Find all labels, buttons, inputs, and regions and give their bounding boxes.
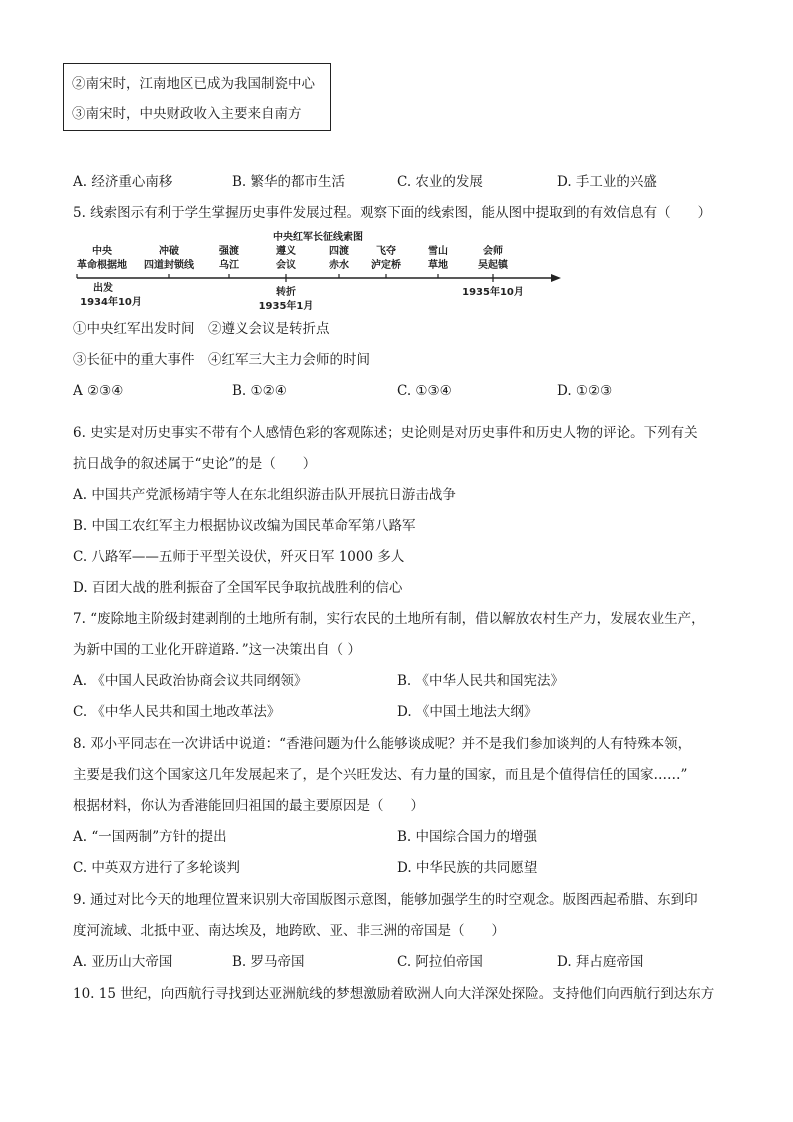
timeline-event-8 [478, 244, 509, 271]
q9-option-b[interactable]: B. 罗马帝国 [232, 954, 305, 970]
q6-option-b[interactable]: B. 中国工农红军主力根据协议改编为国民革命军第八路军 [73, 518, 416, 534]
q4-option-b[interactable]: B. 繁华的都市生活 [232, 174, 346, 190]
timeline-event-1 [77, 244, 127, 271]
q8-stem-line-2: 主要是我们这个国家这几年发展起来了，是个兴旺发达、有力量的国家，而且是个值得信任的国家……” [73, 767, 688, 783]
svg-text:会议: 会议 [276, 260, 296, 271]
svg-text:草地: 草地 [428, 260, 448, 271]
svg-text:赤水: 赤水 [329, 260, 349, 271]
q6-option-a[interactable]: A. 中国共产党派杨靖宇等人在东北组织游击队开展抗日游击战争 [73, 487, 456, 503]
timeline-title: 中央红军长征线索图 [273, 232, 363, 243]
timeline-start-label [80, 281, 142, 308]
q5-option-c[interactable]: C. ①③④ [397, 383, 452, 399]
svg-text:四渡: 四渡 [329, 246, 349, 257]
q8-option-a[interactable]: A. “一国两制”方针的提出 [73, 829, 227, 845]
q7-option-a[interactable]: A. 《中国人民政治协商会议共同纲领》 [73, 673, 308, 689]
long-march-timeline [73, 228, 563, 312]
q9-stem-line-1: 9. 通过对比今天的地理位置来识别大帝国版图示意图，能够加强学生的时空观念。版图西起希腊、东到印 [73, 892, 698, 908]
timeline-event-5 [329, 244, 349, 271]
q5-option-a[interactable]: A ②③④ [73, 383, 124, 399]
timeline-event-2 [144, 244, 195, 271]
timeline-event-7 [428, 244, 448, 271]
q6-stem-line-2: 抗日战争的叙述属于“史论”的是（ ） [73, 456, 317, 472]
timeline-event-4 [276, 244, 296, 271]
svg-text:雪山: 雪山 [428, 246, 448, 257]
q4-option-d[interactable]: D. 手工业的兴盛 [557, 174, 657, 190]
q7-option-c[interactable]: C. 《中华人民共和国土地改革法》 [73, 704, 281, 720]
svg-text:飞夺: 飞夺 [376, 246, 396, 257]
timeline-event-3 [218, 244, 240, 271]
material-box [63, 63, 331, 131]
q5-info-line-1: ①中央红军出发时间 ②遵义会议是转折点 [73, 321, 330, 337]
q7-option-b[interactable]: B. 《中华人民共和国宪法》 [397, 673, 565, 689]
q8-option-d[interactable]: D. 中华民族的共同愿望 [397, 860, 538, 876]
q9-option-a[interactable]: A. 亚历山大帝国 [73, 954, 173, 970]
timeline-end-label: 1935年10月 [462, 287, 524, 298]
svg-text:吴起镇: 吴起镇 [478, 260, 508, 271]
svg-text:泸定桥: 泸定桥 [371, 260, 401, 271]
svg-text:出发: 出发 [93, 283, 113, 294]
q8-option-c[interactable]: C. 中英双方进行了多轮谈判 [73, 860, 240, 876]
box-line-3: ③南宋时，中央财政收入主要来自南方 [72, 106, 302, 122]
q8-stem-line-3: 根据材料，你认为香港能回归祖国的最主要原因是（ ） [73, 798, 424, 814]
q6-option-d[interactable]: D. 百团大战的胜利振奋了全国军民争取抗战胜利的信心 [73, 580, 403, 596]
q5-info-line-2: ③长征中的重大事件 ④红军三大主力会师的时间 [73, 352, 370, 368]
q8-option-b[interactable]: B. 中国综合国力的增强 [397, 829, 538, 845]
svg-text:1934年10月: 1934年10月 [80, 297, 142, 308]
svg-text:革命根据地: 革命根据地 [77, 260, 127, 271]
svg-text:转折: 转折 [276, 287, 296, 298]
q7-stem-line-1: 7. “废除地主阶级封建剥削的土地所有制，实行农民的土地所有制，借以解放农村生产力，发展农业生产， [73, 611, 705, 627]
svg-text:四道封锁线: 四道封锁线 [144, 260, 194, 271]
q6-stem-line-1: 6. 史实是对历史事实不带有个人感情色彩的客观陈述；史论则是对历史事件和历史人物的评论。下列有关 [73, 425, 698, 441]
q5-stem: 5. 线索图示有利于学生掌握历史事件发展过程。观察下面的线索图，能从图中提取到的有效信息有（ ） [73, 205, 712, 221]
q6-option-c[interactable]: C. 八路军——五师于平型关设伏，歼灭日军 1000 多人 [73, 549, 405, 565]
svg-text:中央: 中央 [92, 246, 112, 257]
timeline-event-6 [371, 244, 401, 271]
q10-stem-line-1: 10. 15 世纪，向西航行寻找到达亚洲航线的梦想激励着欧洲人向大洋深处探险。支持他们向西航行到达东方 [73, 986, 715, 1002]
q4-option-c[interactable]: C. 农业的发展 [397, 174, 483, 190]
q7-option-d[interactable]: D. 《中国土地法大纲》 [397, 704, 538, 720]
svg-text:1935年1月: 1935年1月 [258, 301, 314, 312]
q5-option-b[interactable]: B. ①②④ [232, 383, 287, 399]
q5-option-d[interactable]: D. ①②③ [557, 383, 613, 399]
svg-text:遵义: 遵义 [276, 246, 296, 257]
q9-option-c[interactable]: C. 阿拉伯帝国 [397, 954, 483, 970]
q7-stem-line-2: 为新中国的工业化开辟道路．”这一决策出自（ ） [73, 642, 361, 658]
q9-option-d[interactable]: D. 拜占庭帝国 [557, 954, 644, 970]
svg-text:冲破: 冲破 [159, 246, 179, 257]
svg-text:乌江: 乌江 [219, 260, 239, 271]
q8-stem-line-1: 8. 邓小平同志在一次讲话中说道：“香港问题为什么能够谈成呢？并不是我们参加谈判的人有特殊本领， [73, 736, 692, 752]
q4-option-a[interactable]: A. 经济重心南移 [73, 174, 173, 190]
timeline-arrow [551, 274, 561, 282]
box-line-2: ②南宋时，江南地区已成为我国制瓷中心 [72, 76, 315, 92]
svg-text:会师: 会师 [483, 246, 503, 257]
svg-text:强渡: 强渡 [219, 246, 239, 257]
q9-stem-line-2: 度河流域、北抵中亚、南达埃及，地跨欧、亚、非三洲的帝国是（ ） [73, 923, 505, 939]
timeline-turn-label [259, 285, 314, 312]
